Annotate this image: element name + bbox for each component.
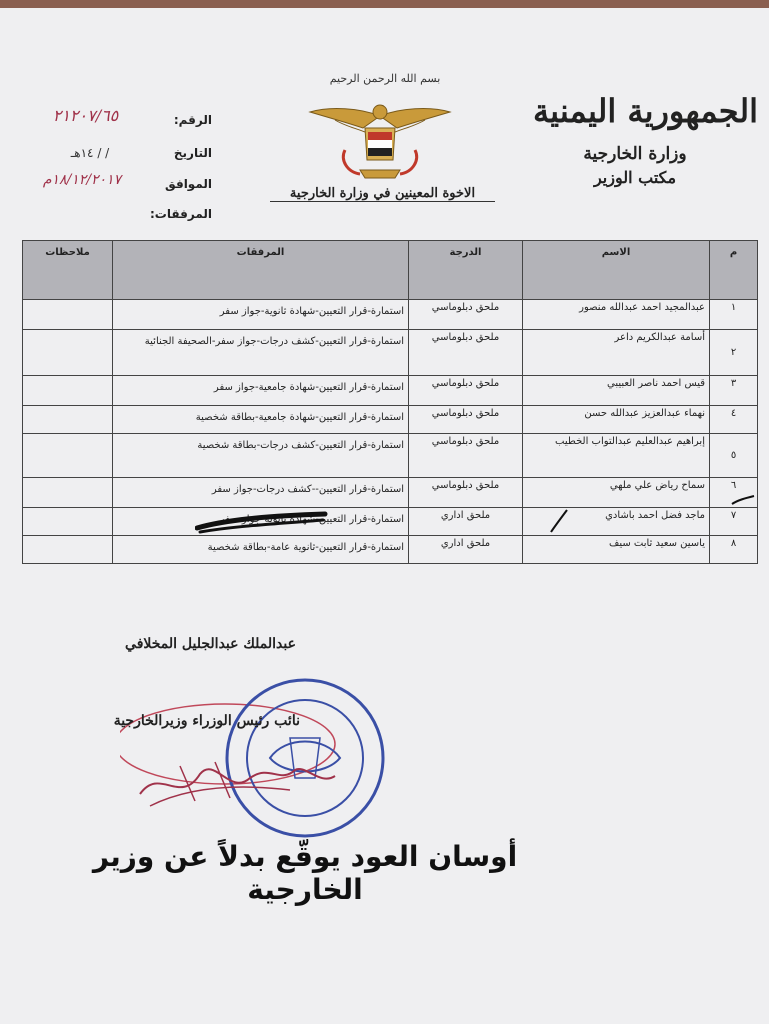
- row-attachments: استمارة-قرار التعيين-كشف درجات-بطاقة شخصية: [113, 434, 409, 478]
- signer-name: عبدالملك عبدالجليل المخلافي: [125, 636, 296, 652]
- addressee-line: الاخوة المعينين في وزارة الخارجية: [270, 186, 495, 202]
- row-rank: ملحق دبلوماسي: [409, 406, 523, 434]
- row-rank: ملحق دبلوماسي: [409, 330, 523, 376]
- table-row: [23, 376, 758, 406]
- table-row: [23, 508, 758, 536]
- row-rank: ملحق دبلوماسي: [409, 376, 523, 406]
- appointees-table: [22, 240, 758, 564]
- row-notes: [23, 330, 113, 376]
- row-notes: [23, 300, 113, 330]
- ref-value: ٢١٢٠٧/٦٥: [52, 106, 119, 125]
- date-label: التاريخ: [173, 146, 212, 160]
- row-name: إبراهيم عبدالعليم عبدالتواب الخطيب: [523, 434, 710, 478]
- header-rank: الدرجة: [409, 241, 523, 300]
- row-num: ٦: [710, 478, 758, 508]
- row-num: ٢: [710, 330, 758, 376]
- row-num: ٣: [710, 376, 758, 406]
- republic-title: الجمهورية اليمنية: [533, 92, 758, 130]
- row-num: ٨: [710, 536, 758, 564]
- row-attachments: استمارة-قرار التعيين-شهادة ثانوية-جواز سفر: [113, 508, 409, 536]
- row-name: عبدالمجيد احمد عبدالله منصور: [523, 300, 710, 330]
- header-notes: ملاحظات: [23, 241, 113, 300]
- attachments-label: المرفقات:: [150, 207, 212, 221]
- table-row: [23, 300, 758, 330]
- ministry-title: وزارة الخارجية: [583, 144, 687, 164]
- row-attachments: استمارة-قرار التعيين-شهادة ثانوية-جواز سفر: [113, 300, 409, 330]
- row-attachments: استمارة-قرار التعيين-شهادة جامعية-جواز سفر: [113, 376, 409, 406]
- greg-value: ١٨/١٢/٢٠١٧م: [42, 172, 122, 188]
- row-notes: [23, 434, 113, 478]
- row-name: أسامة عبدالكريم داعر: [523, 330, 710, 376]
- row-attachments: استمارة-قرار التعيين--كشف درجات-جواز سفر: [113, 478, 409, 508]
- row-notes: [23, 508, 113, 536]
- row-rank: ملحق دبلوماسي: [409, 478, 523, 508]
- row-rank: ملحق دبلوماسي: [409, 300, 523, 330]
- row-name: ياسين سعيد ثابت سيف: [523, 536, 710, 564]
- row-attachments: استمارة-قرار التعيين-كشف درجات-جواز سفر-الصحيفة الجنائية: [113, 330, 409, 376]
- bismillah-text: بسم الله الرحمن الرحيم: [329, 72, 441, 85]
- ref-label: الرقم:: [173, 113, 212, 127]
- date-value: / / ١٤هـ: [70, 146, 110, 160]
- handwritten-dash-mark: [730, 494, 756, 508]
- row-notes: [23, 376, 113, 406]
- office-title: مكتب الوزير: [593, 168, 677, 187]
- ink-strikethrough-mark: [195, 506, 330, 536]
- handwritten-tick-mark: [545, 508, 575, 534]
- header-num: م: [710, 241, 758, 300]
- header-name: الاسم: [523, 241, 710, 300]
- row-rank: ملحق اداري: [409, 536, 523, 564]
- row-notes: [23, 406, 113, 434]
- table-row: [23, 536, 758, 564]
- row-name: ماجد فضل احمد باشادي: [523, 508, 710, 536]
- row-name: نهماء عبدالعزيز عبدالله حسن: [523, 406, 710, 434]
- table-header-row: [23, 241, 758, 300]
- row-notes: [23, 536, 113, 564]
- row-attachments: استمارة-قرار التعيين-شهادة جامعية-بطاقة شخصية: [113, 406, 409, 434]
- row-num: ٤: [710, 406, 758, 434]
- row-rank: ملحق دبلوماسي: [409, 434, 523, 478]
- table-row: [23, 330, 758, 376]
- row-num: ٥: [710, 434, 758, 478]
- header-attachments: المرفقات: [113, 241, 409, 300]
- row-attachments: استمارة-قرار التعيين-ثانوية عامة-بطاقة شخصية: [113, 536, 409, 564]
- table-row: [23, 478, 758, 508]
- table-row: [23, 434, 758, 478]
- overlay-caption: أوسان العود يوقّع بدلاً عن وزير الخارجية: [92, 840, 518, 906]
- yemen-eagle-emblem-icon: [305, 98, 455, 186]
- official-stamp-and-signature: [120, 666, 390, 846]
- row-name: قيس احمد ناصر العبيبي: [523, 376, 710, 406]
- row-rank: ملحق اداري: [409, 508, 523, 536]
- signer-title: نائب رئيس الوزراء وزيرالخارجية: [113, 713, 300, 729]
- row-name: سماح رياض علي ملهي: [523, 478, 710, 508]
- row-notes: [23, 478, 113, 508]
- row-num: ٧: [710, 508, 758, 536]
- greg-label: الموافق: [165, 177, 212, 191]
- row-num: ١: [710, 300, 758, 330]
- table-row: [23, 406, 758, 434]
